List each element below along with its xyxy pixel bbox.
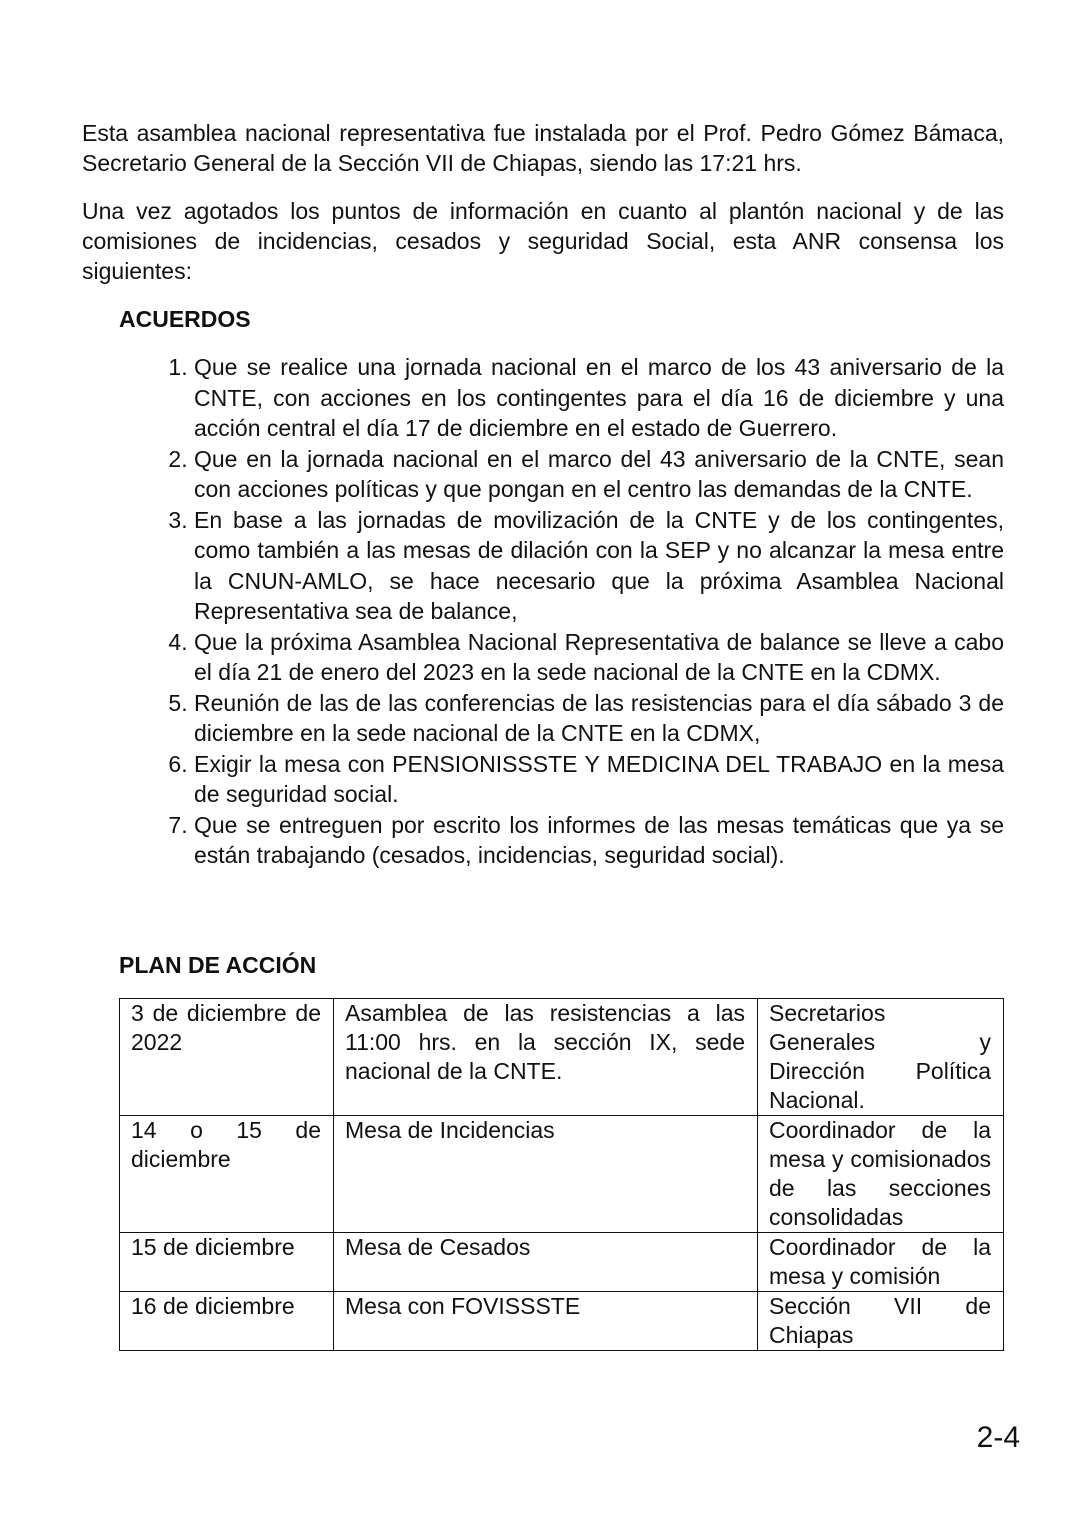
responsible-cell: Coordinador de la mesa y comisión	[758, 1233, 1004, 1292]
activity-cell: Mesa con FOVISSSTE	[334, 1292, 758, 1351]
date-cell: 3 de diciembre de 2022	[120, 999, 334, 1116]
activity-cell: Mesa de Incidencias	[334, 1116, 758, 1233]
table-row	[120, 1116, 1004, 1233]
agreement-item: 3. En base a las jornadas de movilización de la CNTE y de los contingentes, como también a las mesas de dilación con la SEP y no alcanzar la mesa entre la CNUN-AMLO, se hace necesario que la próxima Asamblea Nacional Representativa sea de balance,	[194, 505, 1004, 627]
agreements-heading: ACUERDOS	[119, 306, 251, 332]
action-plan-heading: PLAN DE ACCIÓN	[119, 952, 317, 978]
date-cell: 14 o 15 de diciembre	[120, 1116, 334, 1233]
activity-cell: Mesa de Cesados	[334, 1233, 758, 1292]
table-row	[120, 999, 1004, 1116]
responsible-cell: Coordinador de la mesa y comisionados de las secciones consolidadas	[758, 1116, 1004, 1233]
intro-paragraph-2: Una vez agotados los puntos de información en cuanto al plantón nacional y de las comisiones de incidencias, cesados y seguridad Social, esta ANR consensa los siguientes:	[82, 198, 1004, 284]
agreement-item: 7. Que se entreguen por escrito los informes de las mesas temáticas que ya se están trabajando (cesados, incidencias, seguridad social).	[194, 810, 1004, 871]
page-number: 2-4	[976, 1421, 1020, 1454]
action-plan-table	[119, 998, 1004, 1351]
activity-cell: Asamblea de las resistencias a las 11:00 hrs. en la sección IX, sede nacional de la CNTE.	[334, 999, 758, 1116]
responsible-cell: Secretarios Generales y Dirección Política Nacional.	[758, 999, 1004, 1116]
intro-paragraph-1: Esta asamblea nacional representativa fue instalada por el Prof. Pedro Gómez Bámaca, Secretario General de la Sección VII de Chiapas, siendo las 17:21 hrs.	[82, 120, 1004, 176]
table-row	[120, 1292, 1004, 1351]
date-cell: 15 de diciembre	[120, 1233, 334, 1292]
agreement-item: 1. Que se realice una jornada nacional en el marco de los 43 aniversario de la CNTE, con acciones en los contingentes para el día 16 de diciembre y una acción central el día 17 de diciembre en el estado de Guerrero.	[194, 352, 1004, 444]
table-row	[120, 1233, 1004, 1292]
date-cell: 16 de diciembre	[120, 1292, 334, 1351]
agreement-item: 2. Que en la jornada nacional en el marco del 43 aniversario de la CNTE, sean con acciones políticas y que pongan en el centro las demandas de la CNTE.	[194, 444, 1004, 505]
agreement-item: 4. Que la próxima Asamblea Nacional Representativa de balance se lleve a cabo el día 21 de enero del 2023 en la sede nacional de la CNTE en la CDMX.	[194, 627, 1004, 688]
agreement-item: 5. Reunión de las de las conferencias de las resistencias para el día sábado 3 de diciembre en la sede nacional de la CNTE en la CDMX,	[194, 688, 1004, 749]
agreements-list	[119, 352, 1004, 871]
agreement-item: 6. Exigir la mesa con PENSIONISSSTE Y MEDICINA DEL TRABAJO en la mesa de seguridad social.	[194, 749, 1004, 810]
responsible-cell: Sección VII de Chiapas	[758, 1292, 1004, 1351]
